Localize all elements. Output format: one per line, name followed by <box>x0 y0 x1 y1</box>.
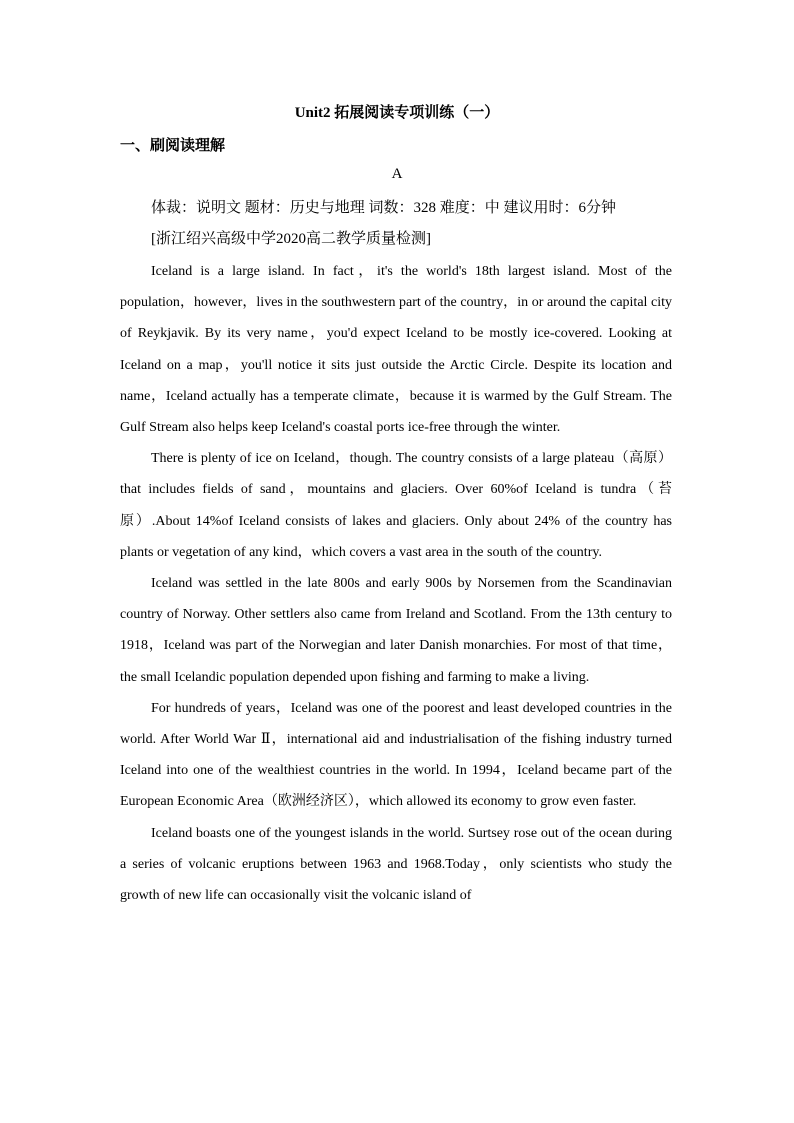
paragraph: Iceland was settled in the late 800s and early 900s by Norsemen from the Scandinavian country of Norway. Other settlers also came from Ireland and Scotland. From the 13th century to 1918，Iceland was part of the Norwegian and later Danish monarchies. For most of that time，the small Icelandic population depended upon fishing and farming to make a living. <box>120 576 672 685</box>
section-heading: 一、刷阅读理解 <box>120 138 226 154</box>
paragraph: Iceland boasts one of the youngest islands in the world. Surtsey rose out of the ocean during a series of volcanic eruptions between 1963 and 1968.Today，only scientists who study the growth of new life can occasionally visit the volcanic island of <box>120 825 672 904</box>
paragraph: For hundreds of years，Iceland was one of the poorest and least developed countries in the world. After World War Ⅱ，international aid and industrialisation of the fishing industry turned Iceland into one of the wealthiest countries in the world. In 1994，Iceland became part of the European Economic Area（欧洲经济区），which allowed its economy to grow even faster. <box>120 700 672 810</box>
page-title: Unit2 拓展阅读专项训练（一） <box>294 105 500 121</box>
passage-label: A <box>391 166 403 182</box>
passage-body <box>120 256 672 911</box>
passage-source: [浙江绍兴高级中学2020高二教学质量检测] <box>151 231 431 247</box>
paragraph: Iceland is a large island. In fact，it's the world's 18th largest island. Most of the population，however，lives in the southwestern part of the country，in or around the capital city of Reykjavik. By its very name，you'd expect Iceland to be mostly ice-covered. Looking at Iceland on a map，you'll notice it sits just outside the Arctic Circle. Despite its location and name，Iceland actually has a temperate climate，because it is warmed by the Gulf Stream. The Gulf Stream also helps keep Iceland's coastal ports ice-free through the winter. <box>120 264 672 436</box>
paragraph: There is plenty of ice on Iceland，though. The country consists of a large plateau（高原）that includes fields of sand，mountains and glaciers. Over 60%of Iceland is tundra（苔原）.About 14%of Iceland consists of lakes and glaciers. Only about 24% of the country has plants or vegetation of any kind，which covers a vast area in the south of the country. <box>120 451 672 560</box>
passage-meta: 体裁：说明文 题材：历史与地理 词数：328 难度：中 建议用时：6分钟 <box>151 200 617 216</box>
